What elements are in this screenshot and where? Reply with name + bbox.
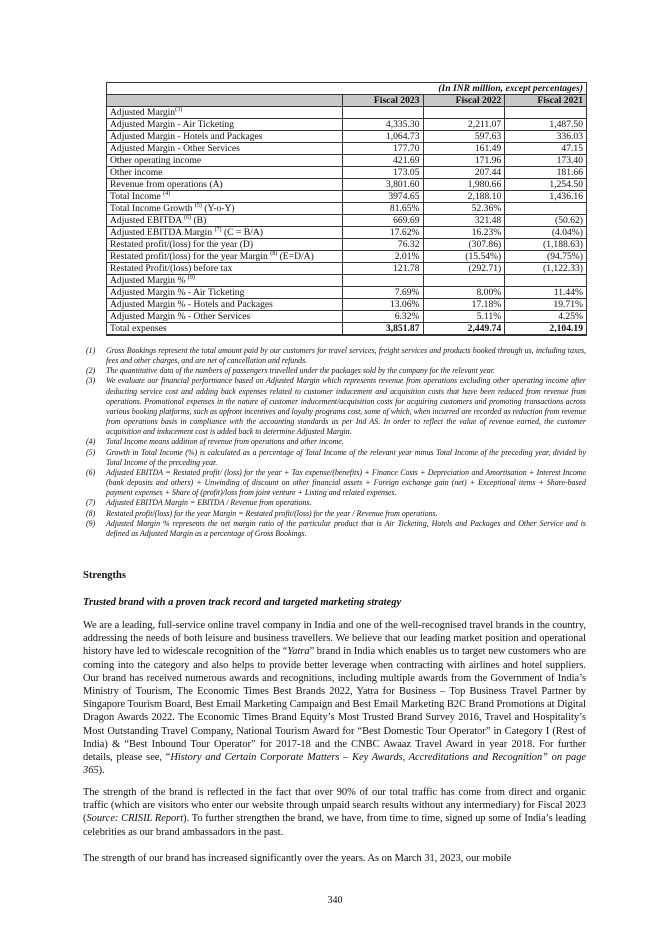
value-cell: 16.23% bbox=[423, 227, 505, 239]
unit-note-row bbox=[107, 83, 587, 95]
text-run: ” brand in India which enables us to target new customers who are coming into the category and also helps to provide better leverage when contracting with airlines and hotel suppliers. Our brand has received numerous awards and recognitions, including multiple awards from the Government of India’s Ministry of Tourism, The Economic Times Best Brands 2022, Yatra for Business – Top Business Travel Partner by Singapore Tourism Board, Best Email Marketing Campaign and Best Email Marketing B2C Brand Promotions at Digital Dragon Awards 2022. The Economic Times Brand Equity’s Most Trusted Brand Survey 2016, Travel and Hospitality’s Most Outstanding Travel Company, National Tourism Award for “Best Domestic Tour Operator” in Category I (Rest of India) & “Best Inbound Tour Operator” for 2017-18 and the CNBC Awaaz Travel Award in year 2018. For further details, please see, “ bbox=[83, 646, 586, 764]
footnotes bbox=[86, 346, 586, 539]
paragraph-traffic bbox=[83, 786, 586, 839]
value-cell: (292.71) bbox=[423, 263, 505, 275]
column-header: Fiscal 2022 bbox=[423, 95, 505, 107]
footnote bbox=[86, 498, 586, 508]
header-row bbox=[107, 95, 587, 107]
row-label: Adjusted Margin - Other Services bbox=[107, 143, 343, 155]
footnote-text: Total Income means addition of revenue from operations and other income. bbox=[106, 437, 344, 447]
header-label-cell bbox=[107, 95, 343, 107]
footnote-ref: (3) bbox=[175, 106, 183, 113]
text-run: We are a leading, full-service online travel company in India and one of the well-recognised travel brands in the country, addressing the needs of both leisure and business travellers. We believe that our leading market position and operational history have led to widescale recognition of the “ bbox=[83, 620, 586, 658]
table-row bbox=[107, 131, 587, 143]
row-label: Adjusted Margin$^{(3)}$ bbox=[107, 107, 343, 119]
value-cell: (1,188.63) bbox=[505, 239, 587, 251]
row-label: Other operating income bbox=[107, 155, 343, 167]
row-label: Adjusted Margin % $^{(9)}$ bbox=[107, 275, 343, 287]
value-cell bbox=[505, 203, 587, 215]
footnote-ref: (6) bbox=[184, 214, 192, 221]
cross-reference: History and Certain Corporate Matters – Key Awards, Accreditations and Recognition” on page 365 bbox=[83, 752, 587, 777]
value-cell: (94.75%) bbox=[505, 251, 587, 263]
table-row bbox=[107, 287, 587, 299]
footnote bbox=[86, 437, 586, 447]
brand-name: Yatra bbox=[287, 646, 310, 658]
table-row bbox=[107, 203, 587, 215]
value-cell bbox=[423, 275, 505, 287]
value-cell: 2,449.74 bbox=[423, 323, 505, 336]
value-cell: 52.36% bbox=[423, 203, 505, 215]
column-header: Fiscal 2023 bbox=[342, 95, 423, 107]
table-row bbox=[107, 155, 587, 167]
footnote-text: Adjusted Margin % represents the net margin ratio of the particular product that is Air Ticketing, Hotels and Packages and Other Service and is defined as Adjusted Margin as a percentage of Gross Bookings. bbox=[106, 518, 586, 538]
value-cell: 8.00% bbox=[423, 287, 505, 299]
value-cell: (307.86) bbox=[423, 239, 505, 251]
value-cell: 1,254.50 bbox=[505, 179, 587, 191]
footnote bbox=[86, 366, 586, 376]
footnote-text: The quantitative data of the numbers of passengers travelled under the packages sold by the company for the relevant year. bbox=[106, 366, 495, 376]
table-row bbox=[107, 239, 587, 251]
value-cell: 3,851.87 bbox=[342, 323, 423, 336]
footnote-ref: (5) bbox=[194, 202, 202, 209]
value-cell: 421.69 bbox=[342, 155, 423, 167]
table-row bbox=[107, 251, 587, 263]
value-cell: 2,211.07 bbox=[423, 119, 505, 131]
footnote-number: (8) bbox=[86, 508, 96, 518]
text-run: ). To further strengthen the brand, we have, from time to time, signed up some of India’s leading celebrities as our brand ambassadors in the past. bbox=[83, 813, 586, 838]
footnote-number: (6) bbox=[86, 467, 96, 477]
footnote bbox=[86, 509, 586, 519]
footnote bbox=[86, 468, 586, 498]
value-cell: 336.03 bbox=[505, 131, 587, 143]
value-cell: 177.70 bbox=[342, 143, 423, 155]
value-cell bbox=[342, 275, 423, 287]
page-number: 340 bbox=[327, 895, 343, 906]
value-cell: 4,335.30 bbox=[342, 119, 423, 131]
table-row bbox=[107, 191, 587, 203]
footnote-number: (5) bbox=[86, 447, 96, 457]
value-cell: 597.63 bbox=[423, 131, 505, 143]
footnote-ref: (9) bbox=[187, 274, 195, 281]
unit-note: (In INR million, except percentages) bbox=[107, 83, 587, 95]
row-label: Adjusted Margin % - Air Ticketing bbox=[107, 287, 343, 299]
paragraph-brand bbox=[83, 619, 586, 777]
footnote-text: Adjusted EBITDA = Restated profit/ (loss) for the year + Tax expense/(benefits) + Finance Costs + Depreciation and Amortisation + Interest Income (bank deposits and others) + Unwinding of discount on other financial assets + Foreign exchange gain (net) + Exceptional items + Share-based payment expenses + Share of (profit)/loss from joint venture + Listing and related expenses. bbox=[106, 467, 586, 498]
row-label: Total Income $^{(4)}$ bbox=[107, 191, 343, 203]
value-cell: 17.18% bbox=[423, 299, 505, 311]
value-cell: 173.05 bbox=[342, 167, 423, 179]
table-row bbox=[107, 167, 587, 179]
footnote-text: We evaluate our financial performance based on Adjusted Margin which represents revenue from operations excluding other operating income after deducting service cost and adding back expenses related to customer inducement and acquisition costs that have been reduced from revenue from operations. Promotional expenses in the nature of customer inducement/acquisition costs for acquiring customers and promoting transactions across various booking platforms, such as upfront incentives and loyalty programs cost, some of which, when incurred are recorded as reduction from revenue from operations basis in compliance with the accounting standards as per Ind AS. In order to reflect the value of revenue earned, the customer acquisition and inducement cost is added back to determine Adjusted Margin. bbox=[106, 376, 586, 437]
value-cell: 76.32 bbox=[342, 239, 423, 251]
value-cell: 7.69% bbox=[342, 287, 423, 299]
row-label: Restated profit/(loss) for the year Margin $^{(8)}$ (E=D/A) bbox=[107, 251, 343, 263]
table-row bbox=[107, 119, 587, 131]
value-cell: 669.69 bbox=[342, 215, 423, 227]
table-row bbox=[107, 227, 587, 239]
row-label: Adjusted EBITDA Margin $^{(7)}$ (C = B/A) bbox=[107, 227, 343, 239]
footnote-number: (7) bbox=[86, 498, 96, 508]
row-label: Adjusted Margin - Air Ticketing bbox=[107, 119, 343, 131]
text-run: The strength of the brand is reflected in the fact that over 90% of our total traffic has come from direct and organic traffic (which are visitors who enter our website through unpaid search results without any intermediary) for Fiscal 2023 ( bbox=[83, 787, 586, 825]
value-cell bbox=[342, 107, 423, 119]
value-cell: 121.78 bbox=[342, 263, 423, 275]
value-cell: 2,188.10 bbox=[423, 191, 505, 203]
table-row bbox=[107, 311, 587, 323]
footnote-number: (1) bbox=[86, 346, 96, 355]
value-cell: 6.32% bbox=[342, 311, 423, 323]
footnote bbox=[86, 519, 586, 539]
value-cell: 173.40 bbox=[505, 155, 587, 167]
table-row bbox=[107, 323, 587, 336]
column-header: Fiscal 2021 bbox=[505, 95, 587, 107]
value-cell: 181.66 bbox=[505, 167, 587, 179]
value-cell: 19.71% bbox=[505, 299, 587, 311]
value-cell: 161.49 bbox=[423, 143, 505, 155]
table-row bbox=[107, 143, 587, 155]
financial-metrics-table bbox=[106, 82, 587, 336]
footnote-number: (3) bbox=[86, 376, 96, 386]
footnote-ref: (7) bbox=[214, 226, 222, 233]
footnote bbox=[86, 448, 586, 468]
row-label: Adjusted Margin % - Hotels and Packages bbox=[107, 299, 343, 311]
footnote bbox=[86, 376, 586, 437]
value-cell: 1,980.66 bbox=[423, 179, 505, 191]
table-row bbox=[107, 275, 587, 287]
footnote-text: Gross Bookings represent the total amount paid by our customers for travel services, freight services and products booked through us, including taxes, fees and other charges, and are net of cancellation and refunds. bbox=[106, 346, 586, 366]
section-subheading: Trusted brand with a proven track record and targeted marketing strategy bbox=[83, 597, 402, 608]
row-label: Total expenses bbox=[107, 323, 343, 336]
row-label: Total Income Growth $^{(5)}$ (Y-o-Y) bbox=[107, 203, 343, 215]
footnote-text: Growth in Total Income (%) is calculated as a percentage of Total Income of the relevant year minus Total Income of the preceding year, divided by Total Income of the preceding year. bbox=[106, 447, 586, 467]
footnote-text: Adjusted EBITDA Margin = EBITDA / Revenue from operations. bbox=[106, 498, 312, 508]
footnote-number: (4) bbox=[86, 437, 96, 447]
value-cell: (50.62) bbox=[505, 215, 587, 227]
text-run: ). bbox=[98, 765, 105, 777]
value-cell: 2.01% bbox=[342, 251, 423, 263]
value-cell: (1,122.33) bbox=[505, 263, 587, 275]
value-cell: 5.11% bbox=[423, 311, 505, 323]
row-label: Restated Profit/(loss) before tax bbox=[107, 263, 343, 275]
row-label: Revenue from operations (A) bbox=[107, 179, 343, 191]
footnote-number: (2) bbox=[86, 366, 96, 376]
value-cell: 207.44 bbox=[423, 167, 505, 179]
table-row bbox=[107, 299, 587, 311]
footnote-number: (9) bbox=[86, 518, 96, 528]
value-cell: 17.62% bbox=[342, 227, 423, 239]
value-cell: (15.54%) bbox=[423, 251, 505, 263]
value-cell bbox=[423, 107, 505, 119]
row-label: Adjusted Margin % - Other Services bbox=[107, 311, 343, 323]
paragraph-brand-growth: The strength of our brand has increased significantly over the years. As on March 31, 2023, our mobile bbox=[83, 853, 512, 864]
value-cell: 47.15 bbox=[505, 143, 587, 155]
row-label: Restated profit/(loss) for the year (D) bbox=[107, 239, 343, 251]
footnote bbox=[86, 346, 586, 366]
value-cell: 81.65% bbox=[342, 203, 423, 215]
value-cell: 4.25% bbox=[505, 311, 587, 323]
table-row bbox=[107, 215, 587, 227]
row-label: Adjusted EBITDA $^{(6)}$ (B) bbox=[107, 215, 343, 227]
value-cell: (4.04%) bbox=[505, 227, 587, 239]
value-cell: 1,487.50 bbox=[505, 119, 587, 131]
section-heading: Strengths bbox=[83, 570, 126, 581]
row-label: Other income bbox=[107, 167, 343, 179]
value-cell: 13.06% bbox=[342, 299, 423, 311]
value-cell: 3,801.60 bbox=[342, 179, 423, 191]
footnote-ref: (4) bbox=[163, 190, 171, 197]
value-cell bbox=[505, 107, 587, 119]
value-cell: 2,104.19 bbox=[505, 323, 587, 336]
source-citation: Source: CRISIL Report bbox=[86, 813, 184, 825]
footnote-ref: (8) bbox=[270, 250, 278, 257]
value-cell: 1,064.73 bbox=[342, 131, 423, 143]
value-cell: 11.44% bbox=[505, 287, 587, 299]
value-cell: 1,436.16 bbox=[505, 191, 587, 203]
table-row bbox=[107, 263, 587, 275]
table-row bbox=[107, 107, 587, 119]
row-label: Adjusted Margin - Hotels and Packages bbox=[107, 131, 343, 143]
table-row bbox=[107, 179, 587, 191]
value-cell: 3974.65 bbox=[342, 191, 423, 203]
footnote-text: Restated profit/(loss) for the year Margin = Restated profit/(loss) for the year / Revenue from operations. bbox=[106, 508, 438, 518]
value-cell: 321.48 bbox=[423, 215, 505, 227]
value-cell: 171.96 bbox=[423, 155, 505, 167]
value-cell bbox=[505, 275, 587, 287]
